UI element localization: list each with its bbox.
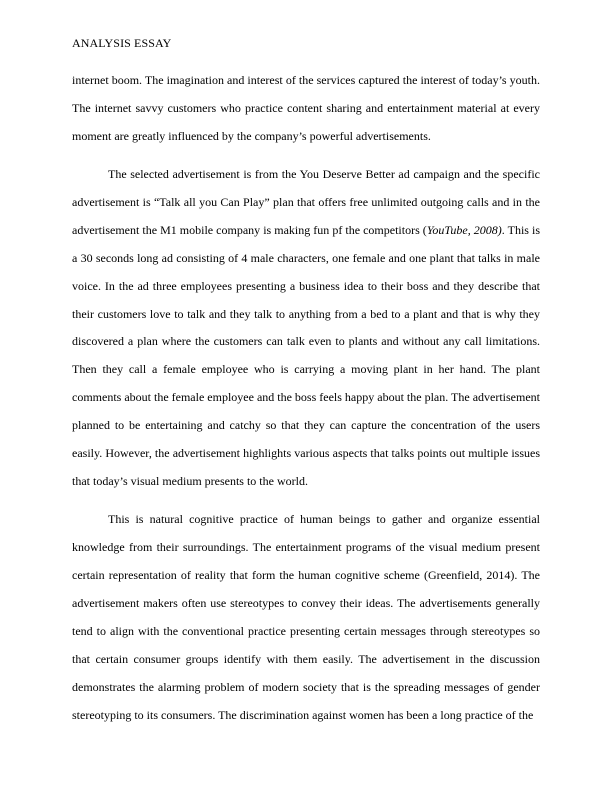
paragraph-advertisement-description xyxy=(72,161,540,496)
paragraph-continued: internet boom. The imagination and interest of the services captured the interest of today’s youth. The internet savvy customers who practice content sharing and entertainment material at every moment are greatly influenced by the company’s powerful advertisements. xyxy=(72,73,540,143)
running-head: ANALYSIS ESSAY xyxy=(72,36,172,50)
paragraph-text-before-citation: The selected advertisement is from the You Deserve Better ad campaign and the specific advertisement is “Talk all you Can Play” plan that offers free unlimited outgoing calls and in the advertisement the M1 mobile company is making fun pf the competitors ( xyxy=(72,167,540,237)
essay-body xyxy=(72,67,540,729)
paragraph-text-after-citation: . This is a 30 seconds long ad consisting of 4 male characters, one female and one plant that talks in male voice. In the ad three employees presenting a business idea to their boss and they describe that their customers love to talk and they talk to anything from a bed to a plant and that is why they discovered a plan where the customers can talk even to plants and without any call limitations. Then they call a female employee who is carrying a moving plant in her hand. The plant comments about the female employee and the boss feels happy about the plan. The advertisement planned to be entertaining and catchy so that they can capture the concentration of the users easily. However, the advertisement highlights various aspects that talks points out multiple issues that today’s visual medium presents to the world. xyxy=(72,222,541,488)
citation-youtube: YouTube, 2008) xyxy=(426,222,502,237)
paragraph-cognitive-practice: This is natural cognitive practice of human beings to gather and organize essential knowledge from their surroundings. The entertainment programs of the visual medium present certain representation of reality that form the human cognitive scheme (Greenfield, 2014). The advertisement makers often use stereotypes to convey their ideas. The advertisements generally tend to align with the conventional practice presenting certain messages through stereotypes so that certain consumer groups identify with them easily. The advertisement in the discussion demonstrates the alarming problem of modern society that is the spreading messages of gender stereotyping to its consumers. The discrimination against women has been a long practice of the xyxy=(72,512,540,722)
